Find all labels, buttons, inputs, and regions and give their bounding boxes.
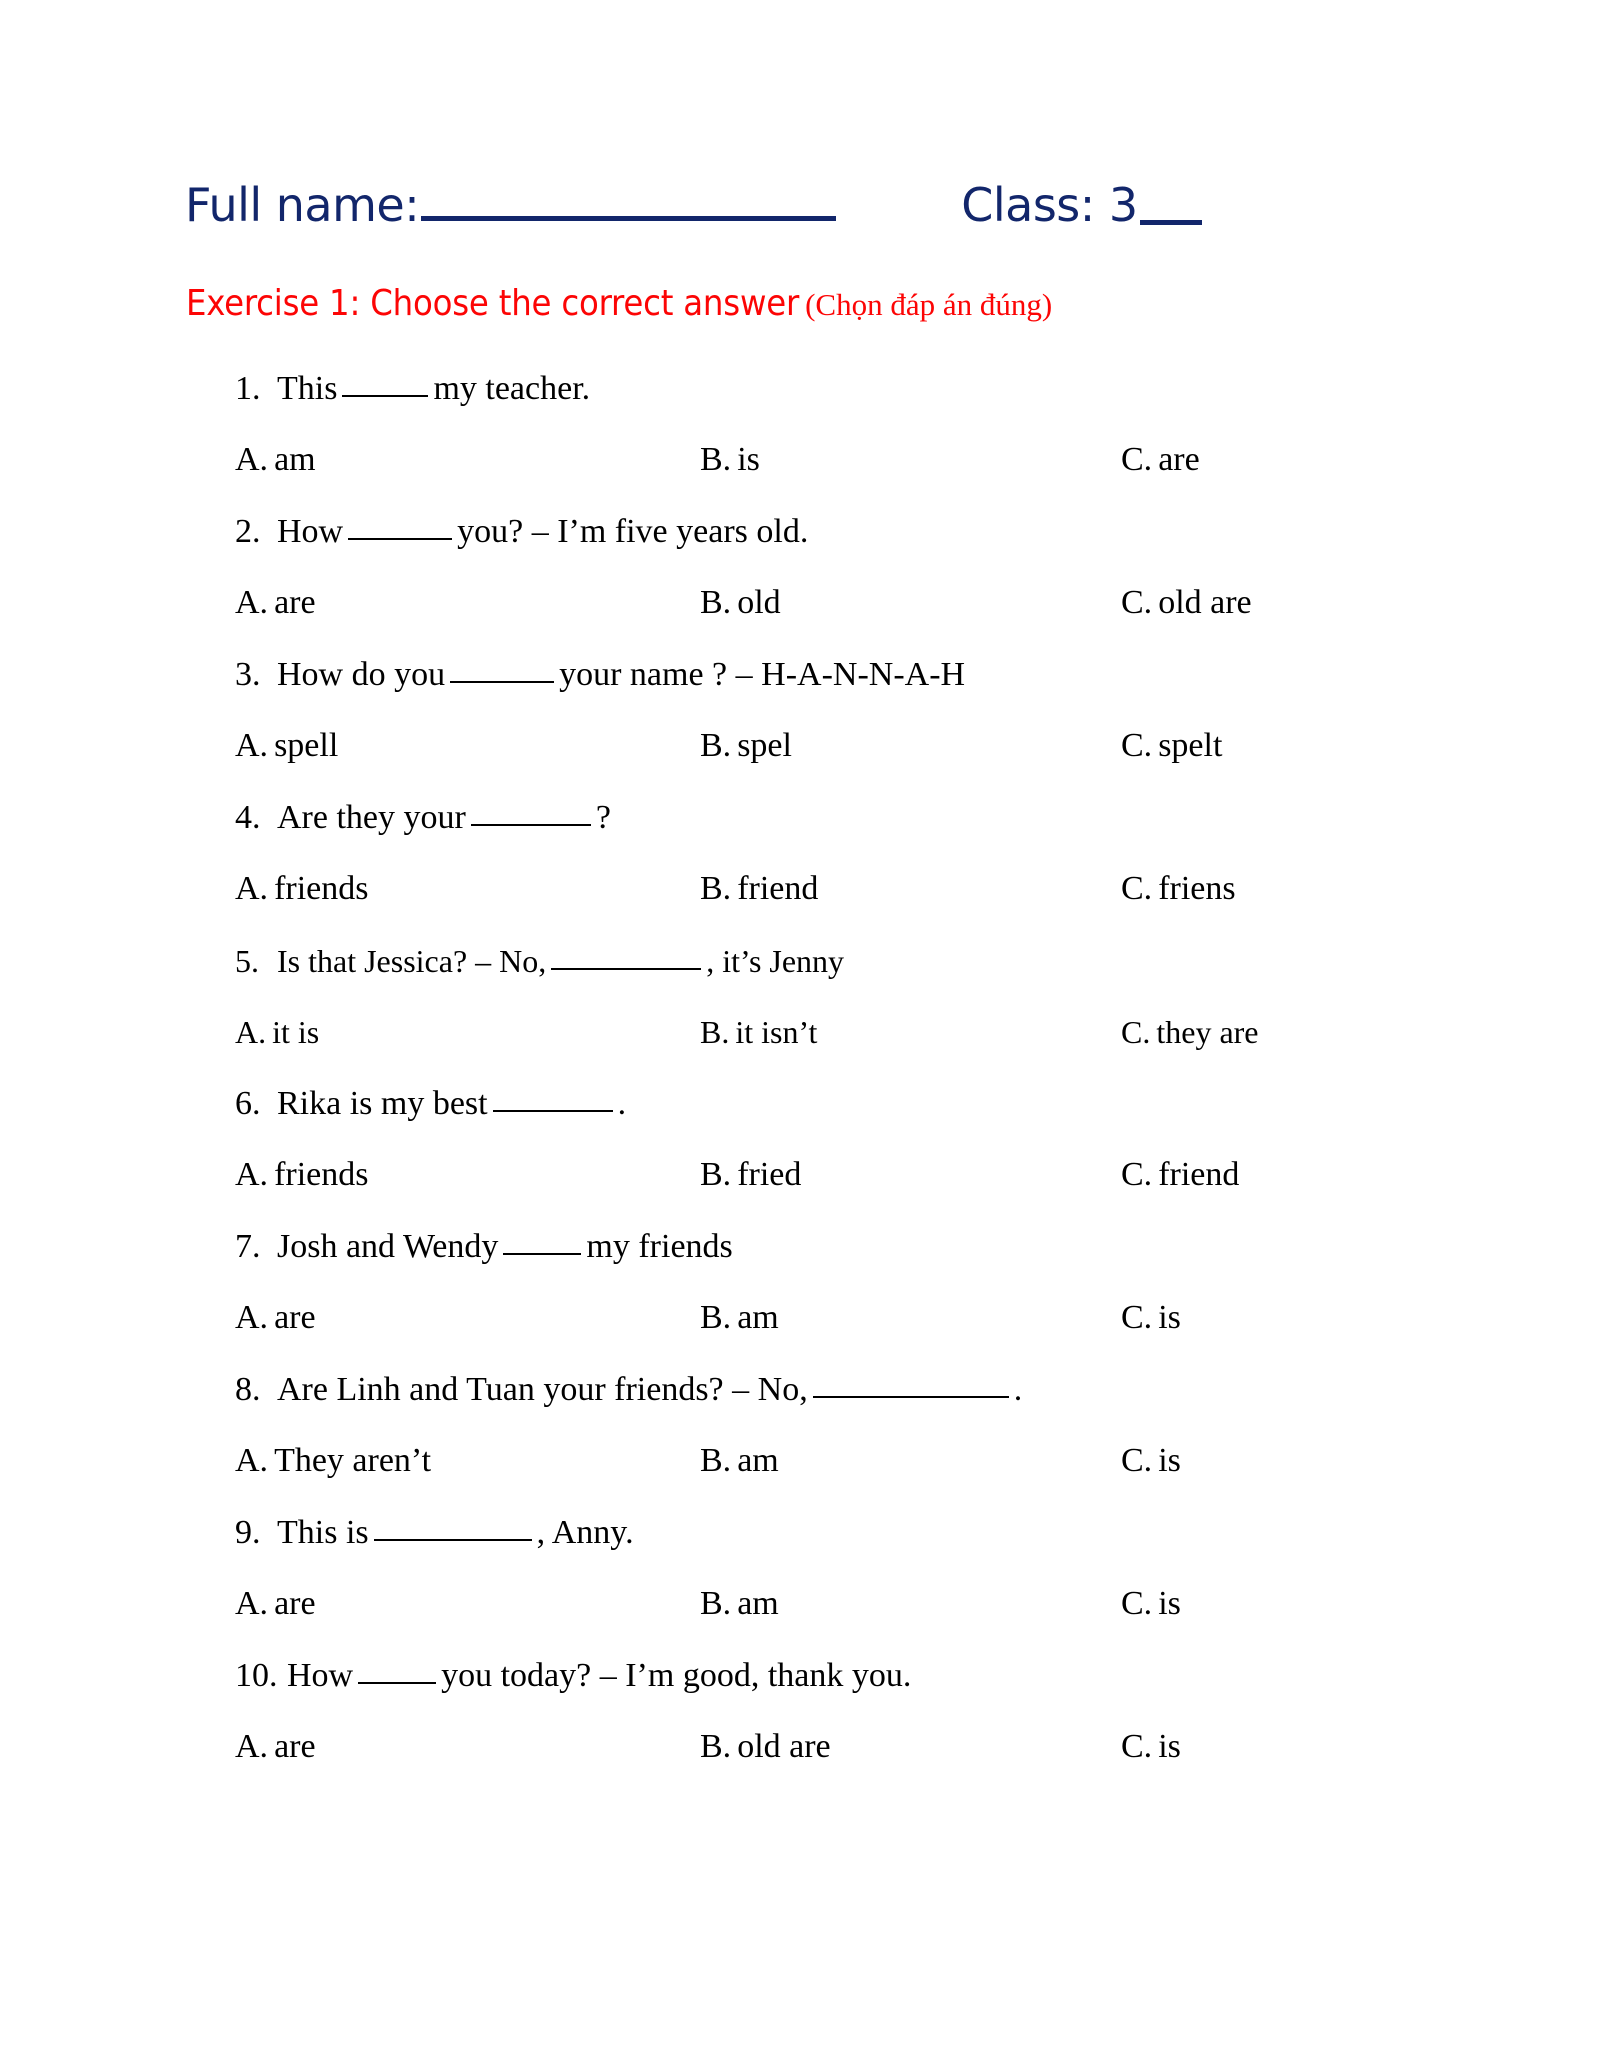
option-text: are	[1158, 441, 1200, 478]
option-text: am	[737, 1442, 779, 1479]
option-letter: B.	[700, 1299, 732, 1336]
option-letter: A.	[235, 1442, 269, 1479]
option-b[interactable]	[700, 581, 781, 625]
option-text: friend	[1158, 1156, 1240, 1193]
option-letter: C.	[1121, 1156, 1153, 1193]
question-line	[235, 654, 1555, 696]
option-letter: B.	[700, 1014, 730, 1050]
option-letter: A.	[235, 1585, 269, 1622]
option-letter: A.	[235, 1299, 269, 1336]
options-row	[0, 581, 1600, 627]
option-c[interactable]	[1121, 724, 1222, 768]
question-line	[235, 1083, 1555, 1125]
class-blank-field[interactable]	[1140, 190, 1202, 225]
question-line	[235, 511, 1555, 553]
answer-blank[interactable]	[342, 378, 428, 397]
question-line	[235, 1226, 1555, 1268]
option-letter: C.	[1121, 1014, 1151, 1050]
option-b[interactable]	[700, 1725, 831, 1769]
option-letter: A.	[235, 1728, 269, 1765]
question-text-before-blank: How do you	[277, 656, 446, 693]
question-line	[235, 1369, 1555, 1411]
question-text-after-blank: , it’s Jenny	[706, 943, 845, 979]
answer-blank[interactable]	[471, 807, 591, 826]
option-text: am	[737, 1585, 779, 1622]
option-text: is	[1158, 1299, 1181, 1336]
option-letter: A.	[235, 584, 269, 621]
question-number: 8.	[235, 1371, 261, 1408]
option-letter: B.	[700, 727, 732, 764]
question-line	[235, 1512, 1555, 1554]
question-text-before-blank: Are Linh and Tuan your friends? – No,	[277, 1371, 808, 1408]
options-row	[0, 1725, 1600, 1771]
option-text: am	[737, 1299, 779, 1336]
option-letter: A.	[235, 727, 269, 764]
option-text: spelt	[1158, 727, 1223, 764]
option-text: are	[274, 1728, 316, 1765]
question-text-after-blank: .	[617, 1085, 627, 1122]
option-a[interactable]	[235, 1296, 316, 1340]
answer-blank[interactable]	[450, 664, 554, 683]
option-text: are	[274, 1299, 316, 1336]
options-row	[0, 1439, 1600, 1485]
option-letter: A.	[235, 1156, 269, 1193]
option-a[interactable]	[235, 1153, 368, 1197]
option-letter: C.	[1121, 441, 1153, 478]
option-text: friends	[274, 870, 369, 907]
question-number: 7.	[235, 1228, 261, 1265]
question-line	[235, 940, 1555, 982]
answer-blank[interactable]	[374, 1522, 532, 1541]
option-letter: C.	[1121, 1585, 1153, 1622]
option-letter: B.	[700, 1442, 732, 1479]
option-text: they are	[1156, 1014, 1259, 1050]
question-number: 10.	[235, 1657, 278, 1694]
answer-blank[interactable]	[348, 521, 452, 540]
option-c[interactable]	[1121, 1010, 1259, 1054]
options-row	[0, 1010, 1600, 1056]
student-info-header	[185, 178, 1475, 248]
option-a[interactable]	[235, 581, 316, 625]
option-letter: A.	[235, 1014, 267, 1050]
answer-blank[interactable]	[493, 1093, 613, 1112]
option-text: am	[274, 441, 316, 478]
option-letter: B.	[700, 870, 732, 907]
option-a[interactable]	[235, 724, 338, 768]
class-field-group	[961, 178, 1201, 232]
option-b[interactable]	[700, 867, 818, 911]
option-text: old	[737, 584, 781, 621]
question-text-after-blank: you? – I’m five years old.	[457, 513, 809, 550]
option-text: friend	[737, 870, 819, 907]
option-b[interactable]	[700, 1582, 779, 1626]
question-number: 2.	[235, 513, 261, 550]
options-row	[0, 867, 1600, 913]
question-text-before-blank: Is that Jessica? – No,	[277, 943, 547, 979]
exercise-heading-translation: (Chọn đáp án đúng)	[805, 287, 1053, 322]
question-text-before-blank: This	[277, 370, 338, 407]
question-number: 5.	[235, 943, 259, 979]
question-number: 9.	[235, 1514, 261, 1551]
option-text: spell	[274, 727, 339, 764]
option-letter: B.	[700, 1728, 732, 1765]
option-text: is	[1158, 1728, 1181, 1765]
question-line	[235, 1655, 1555, 1697]
option-c[interactable]	[1121, 1725, 1181, 1769]
question-text-before-blank: Rika is my best	[277, 1085, 488, 1122]
question-text-after-blank: my teacher.	[433, 370, 591, 407]
option-letter: A.	[235, 870, 269, 907]
option-text: They aren’t	[274, 1442, 432, 1479]
option-text: is	[1158, 1585, 1181, 1622]
option-text: old are	[1158, 584, 1252, 621]
option-letter: C.	[1121, 870, 1153, 907]
question-text-before-blank: Are they your	[277, 799, 466, 836]
question-text-after-blank: , Anny.	[536, 1514, 634, 1551]
option-b[interactable]	[700, 1439, 779, 1483]
question-text-after-blank: your name ? – H-A-N-N-A-H	[559, 656, 966, 693]
option-letter: C.	[1121, 1442, 1153, 1479]
class-label: Class: 3	[961, 178, 1138, 232]
option-b[interactable]	[700, 1296, 779, 1340]
options-row	[0, 1153, 1600, 1199]
option-text: is	[737, 441, 760, 478]
option-letter: B.	[700, 1156, 732, 1193]
exercise-heading-main: Exercise 1: Choose the correct answer	[186, 283, 800, 324]
option-c[interactable]	[1121, 1296, 1181, 1340]
answer-blank[interactable]	[358, 1665, 436, 1684]
option-text: friens	[1158, 870, 1236, 907]
option-c[interactable]	[1121, 438, 1200, 482]
question-number: 3.	[235, 656, 261, 693]
question-text-before-blank: This is	[277, 1514, 369, 1551]
option-a[interactable]	[235, 1439, 431, 1483]
question-text-before-blank: How	[287, 1657, 354, 1694]
option-text: old are	[737, 1728, 831, 1765]
option-a[interactable]	[235, 1582, 316, 1626]
options-row	[0, 438, 1600, 484]
option-a[interactable]	[235, 867, 368, 911]
option-letter: C.	[1121, 727, 1153, 764]
option-a[interactable]	[235, 1725, 316, 1769]
options-row	[0, 724, 1600, 770]
option-c[interactable]	[1121, 867, 1236, 911]
question-line	[235, 797, 1555, 839]
option-a[interactable]	[235, 438, 316, 482]
question-text-before-blank: Josh and Wendy	[277, 1228, 499, 1265]
option-c[interactable]	[1121, 1582, 1181, 1626]
full-name-blank-field[interactable]	[421, 182, 836, 221]
question-text-after-blank: ?	[595, 799, 611, 836]
question-text-after-blank: .	[1013, 1371, 1023, 1408]
option-text: is	[1158, 1442, 1181, 1479]
full-name-label: Full name:	[185, 178, 420, 232]
answer-blank[interactable]	[551, 951, 701, 970]
option-text: it isn’t	[735, 1014, 818, 1050]
option-text: fried	[737, 1156, 802, 1193]
question-line	[235, 368, 1555, 410]
question-text-after-blank: my friends	[586, 1228, 733, 1265]
question-number: 1.	[235, 370, 261, 407]
option-b[interactable]	[700, 438, 760, 482]
option-letter: C.	[1121, 584, 1153, 621]
exercise-heading	[186, 283, 1052, 324]
option-text: friends	[274, 1156, 369, 1193]
option-text: are	[274, 1585, 316, 1622]
question-number: 6.	[235, 1085, 261, 1122]
option-letter: B.	[700, 584, 732, 621]
answer-blank[interactable]	[813, 1379, 1009, 1398]
option-b[interactable]	[700, 724, 792, 768]
option-letter: C.	[1121, 1728, 1153, 1765]
option-text: are	[274, 584, 316, 621]
option-c[interactable]	[1121, 581, 1252, 625]
answer-blank[interactable]	[503, 1236, 581, 1255]
option-b[interactable]	[700, 1153, 801, 1197]
question-text-after-blank: you today? – I’m good, thank you.	[441, 1657, 912, 1694]
option-b[interactable]	[700, 1010, 817, 1054]
option-letter: C.	[1121, 1299, 1153, 1336]
option-a[interactable]	[235, 1010, 319, 1054]
options-row	[0, 1582, 1600, 1628]
option-letter: B.	[700, 1585, 732, 1622]
options-row	[0, 1296, 1600, 1342]
option-text: it is	[272, 1014, 320, 1050]
option-letter: A.	[235, 441, 269, 478]
option-c[interactable]	[1121, 1153, 1239, 1197]
option-letter: B.	[700, 441, 732, 478]
question-text-before-blank: How	[277, 513, 344, 550]
option-c[interactable]	[1121, 1439, 1181, 1483]
option-text: spel	[737, 727, 792, 764]
question-number: 4.	[235, 799, 261, 836]
